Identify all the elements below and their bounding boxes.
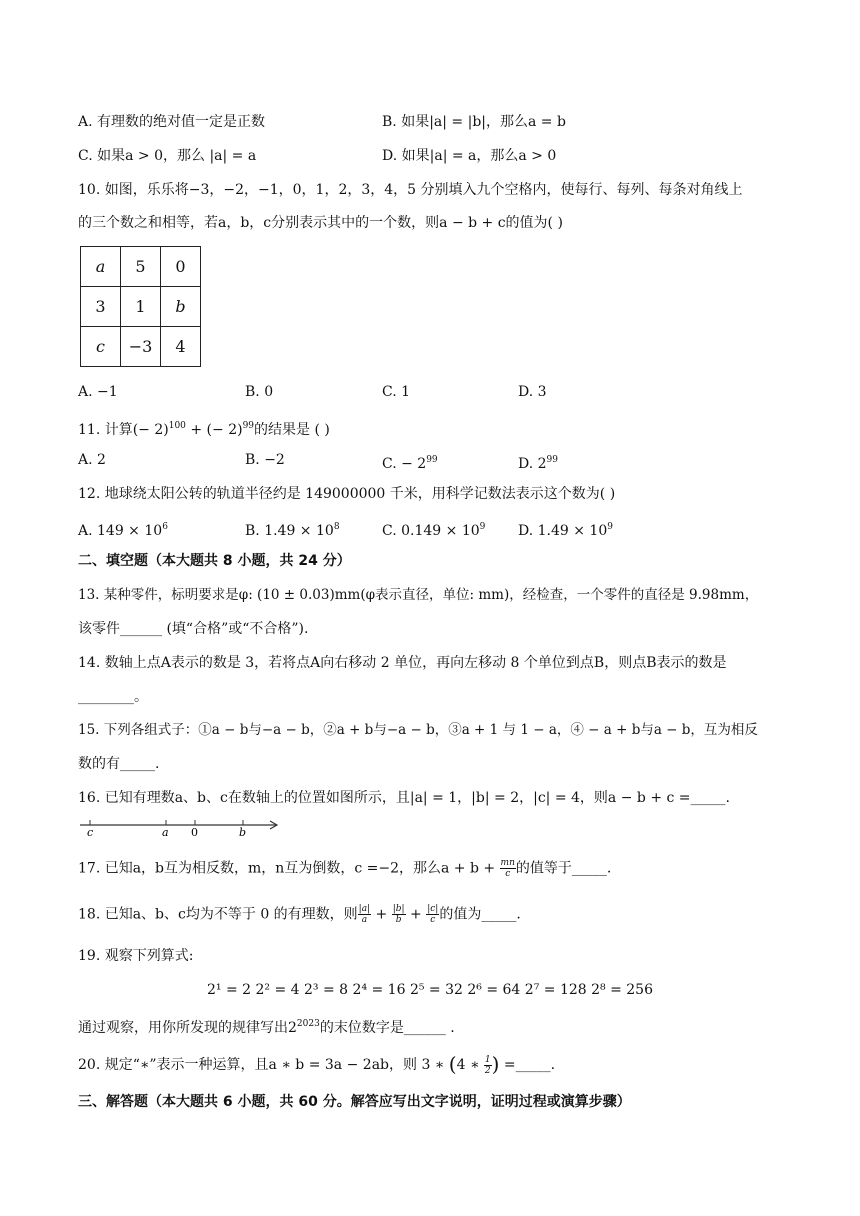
q12-option-d-exp: 9: [607, 522, 613, 532]
q13-stem-line1: 13. 某种零件，标明要求是φ: (10 ± 0.03)mm(φ表示直径，单位: mm)，经检查，一个零件的直径是 9.98mm，: [78, 587, 759, 603]
q11-stem-mid: + (− 2): [185, 422, 243, 438]
q20-stem: [78, 1054, 555, 1076]
grid-cell: 5: [121, 247, 161, 287]
axis-label-0: 0: [191, 826, 198, 838]
q11-option-b: B. −2: [245, 452, 285, 468]
q18-fraction-a: [358, 904, 371, 925]
q20-stem-pre: 20. 规定“∗”表示一种运算，且a ∗ b = 3a − 2ab，则 3 ∗: [78, 1057, 449, 1073]
section-3-heading: 三、解答题（本大题共 6 小题，共 60 分。解答应写出文字说明，证明过程或演算步骤）: [78, 1094, 631, 1110]
q18-fraction-b-num: |b|: [392, 904, 405, 914]
q12-option-d-text: D. 1.49 × 10: [518, 523, 608, 539]
q12-option-a: [78, 517, 168, 541]
q13-stem-line2: 该零件______ (填“合格”或“不合格”).: [78, 621, 309, 637]
q20-inner: 4 ∗: [456, 1057, 484, 1073]
q11-stem-pre: 11. 计算(− 2): [78, 422, 169, 438]
q20-fraction-num: 1: [484, 1054, 491, 1065]
q11-stem-post: 的结果是 ( ): [254, 422, 330, 438]
q18-fraction-b: [392, 904, 406, 925]
grid-cell: 1: [121, 287, 161, 327]
q11-exp2: 99: [242, 421, 255, 431]
q11-option-c: [382, 450, 438, 474]
q10-stem-line2: 的三个数之和相等，若a，b，c分别表示其中的一个数，则a − b + c的值为( ): [78, 215, 563, 231]
section-2-heading: 二、填空题（本大题共 8 小题，共 24 分）: [78, 553, 351, 569]
q10-magic-square: [80, 246, 201, 367]
q17-stem-pre: 17. 已知a，b互为相反数，m，n互为倒数，c =−2，那么a + b +: [78, 860, 500, 877]
q17-stem: [78, 858, 611, 879]
axis-label-c: c: [87, 826, 94, 838]
q19-formula: [0, 980, 860, 1000]
q19-formula-term: 2⁷ = 128: [524, 982, 587, 998]
q12-option-b-exp: 8: [333, 522, 340, 532]
q12-option-d: [518, 517, 613, 541]
q16-stem: 16. 已知有理数a、b、c在数轴上的位置如图所示，且|a| = 1，|b| = 2，|c| = 4，则a − b + c =_____.: [78, 790, 730, 806]
q19-line3-exp: 2023: [296, 1019, 320, 1029]
q18-fraction-c-den: c: [430, 915, 436, 925]
q9-option-a: A. 有理数的绝对值一定是正数: [78, 114, 266, 130]
q19-formula-term: 2¹ = 2: [206, 982, 252, 998]
q12-option-c: [382, 517, 485, 541]
q11-option-d-exp: 99: [546, 455, 558, 465]
grid-cell: 0: [161, 247, 201, 287]
q11-stem: [78, 416, 330, 440]
q18-fraction-b-den: b: [395, 915, 402, 925]
q20-paren-open: (: [448, 1052, 457, 1076]
q10-option-d: D. 3: [518, 384, 547, 400]
q17-fraction-denominator: c: [505, 869, 511, 879]
q11-option-c-text: C. − 2: [382, 456, 427, 472]
q10-option-a: A. −1: [78, 384, 118, 400]
q16-number-line: [78, 812, 283, 838]
q9-option-c: C. 如果a > 0，那么 |a| = a: [78, 148, 257, 164]
q18-stem-pre: 18. 已知a、b、c均为不等于 0 的有理数，则: [78, 906, 358, 923]
q15-stem-line2: 数的有_____.: [78, 756, 160, 772]
q12-option-c-exp: 9: [479, 522, 486, 532]
q18-stem: 18. 已知a、b、c均为不等于 0 的有理数，则 $\frac{|a|}{a}$ + $\frac{|b|}{b}$ + $\frac{|c|}{c}$ 的值为_____.: [78, 904, 521, 925]
q17-fraction: [500, 858, 516, 879]
q11-option-a: A. 2: [78, 452, 106, 468]
q15-stem-line1: 15. 下列各组式子：①a − b与−a − b，②a + b与−a − b，③a + 1 与 1 − a，④ − a + b与a − b，互为相反: [78, 722, 758, 738]
q19-line3-post: 的末位数字是______ .: [319, 1020, 455, 1036]
q10-stem-line1: 10. 如图，乐乐将−3，−2，−1，0，1，2，3，4，5 分别填入九个空格内，使每行、每列、每条对角线上: [78, 182, 743, 198]
q9-option-d: D. 如果|a| = a，那么a > 0: [382, 148, 557, 164]
q11-option-c-exp: 99: [426, 455, 438, 465]
q19-formula-term: 2⁴ = 16: [352, 982, 406, 998]
q20-paren-close: ): [491, 1052, 500, 1076]
grid-cell: a: [81, 247, 121, 287]
q20-fraction: [484, 1055, 492, 1076]
axis-label-b: b: [239, 826, 247, 838]
q20-fraction-den: 2: [484, 1065, 491, 1076]
q19-formula-term: 2⁸ = 256: [591, 982, 653, 998]
q19-formula-term: 2² = 4: [255, 982, 300, 998]
q17-stem-post: 的值等于_____.: [515, 860, 612, 877]
q10-option-c: C. 1: [382, 384, 411, 400]
grid-cell: 4: [161, 327, 201, 367]
grid-cell: 3: [81, 287, 121, 327]
q11-option-d-text: D. 2: [518, 456, 547, 472]
q10-option-b: B. 0: [245, 384, 274, 400]
grid-cell: c: [81, 327, 121, 367]
q18-fraction-a-den: a: [361, 915, 368, 925]
q9-option-b: B. 如果|a| = |b|，那么a = b: [382, 114, 566, 130]
q11-option-d: [518, 450, 558, 474]
axis-label-a: a: [162, 826, 169, 838]
q18-fraction-c-num: |c|: [427, 904, 439, 914]
q19-stem: 19. 观察下列算式:: [78, 948, 194, 964]
q12-option-a-text: A. 149 × 10: [78, 523, 163, 539]
q19-formula-term: 2⁵ = 32: [409, 982, 463, 998]
q19-line3-pre: 通过观察，用你所发现的规律写出2: [78, 1020, 297, 1036]
q12-stem: 12. 地球绕太阳公转的轨道半径约是 149000000 千米，用科学记数法表示这个数为( ): [78, 486, 616, 502]
q18-stem-post: 的值为_____.: [439, 906, 521, 923]
grid-cell: b: [161, 287, 201, 327]
q14-stem-line2: ________。: [78, 689, 148, 705]
q12-option-c-text: C. 0.149 × 10: [382, 523, 480, 539]
q19-formula-term: 2⁶ = 64: [467, 982, 521, 998]
q11-exp1: 100: [168, 421, 186, 431]
q18-fraction-c: [426, 904, 439, 925]
q20-stem-post: =_____.: [499, 1057, 556, 1073]
q17-fraction-numerator: mn: [500, 858, 515, 868]
grid-cell: −3: [121, 327, 161, 367]
q18-fraction-a-num: |a|: [358, 904, 371, 914]
q12-option-b-text: B. 1.49 × 10: [245, 523, 334, 539]
q12-option-a-exp: 6: [162, 522, 168, 532]
q19-formula-term: 2³ = 8: [304, 982, 349, 998]
q14-stem-line1: 14. 数轴上点A表示的数是 3，若将点A向右移动 2 单位，再向左移动 8 个单位到点B，则点B表示的数是: [78, 655, 727, 671]
q12-option-b: [245, 517, 340, 541]
q19-line3: [78, 1014, 455, 1038]
